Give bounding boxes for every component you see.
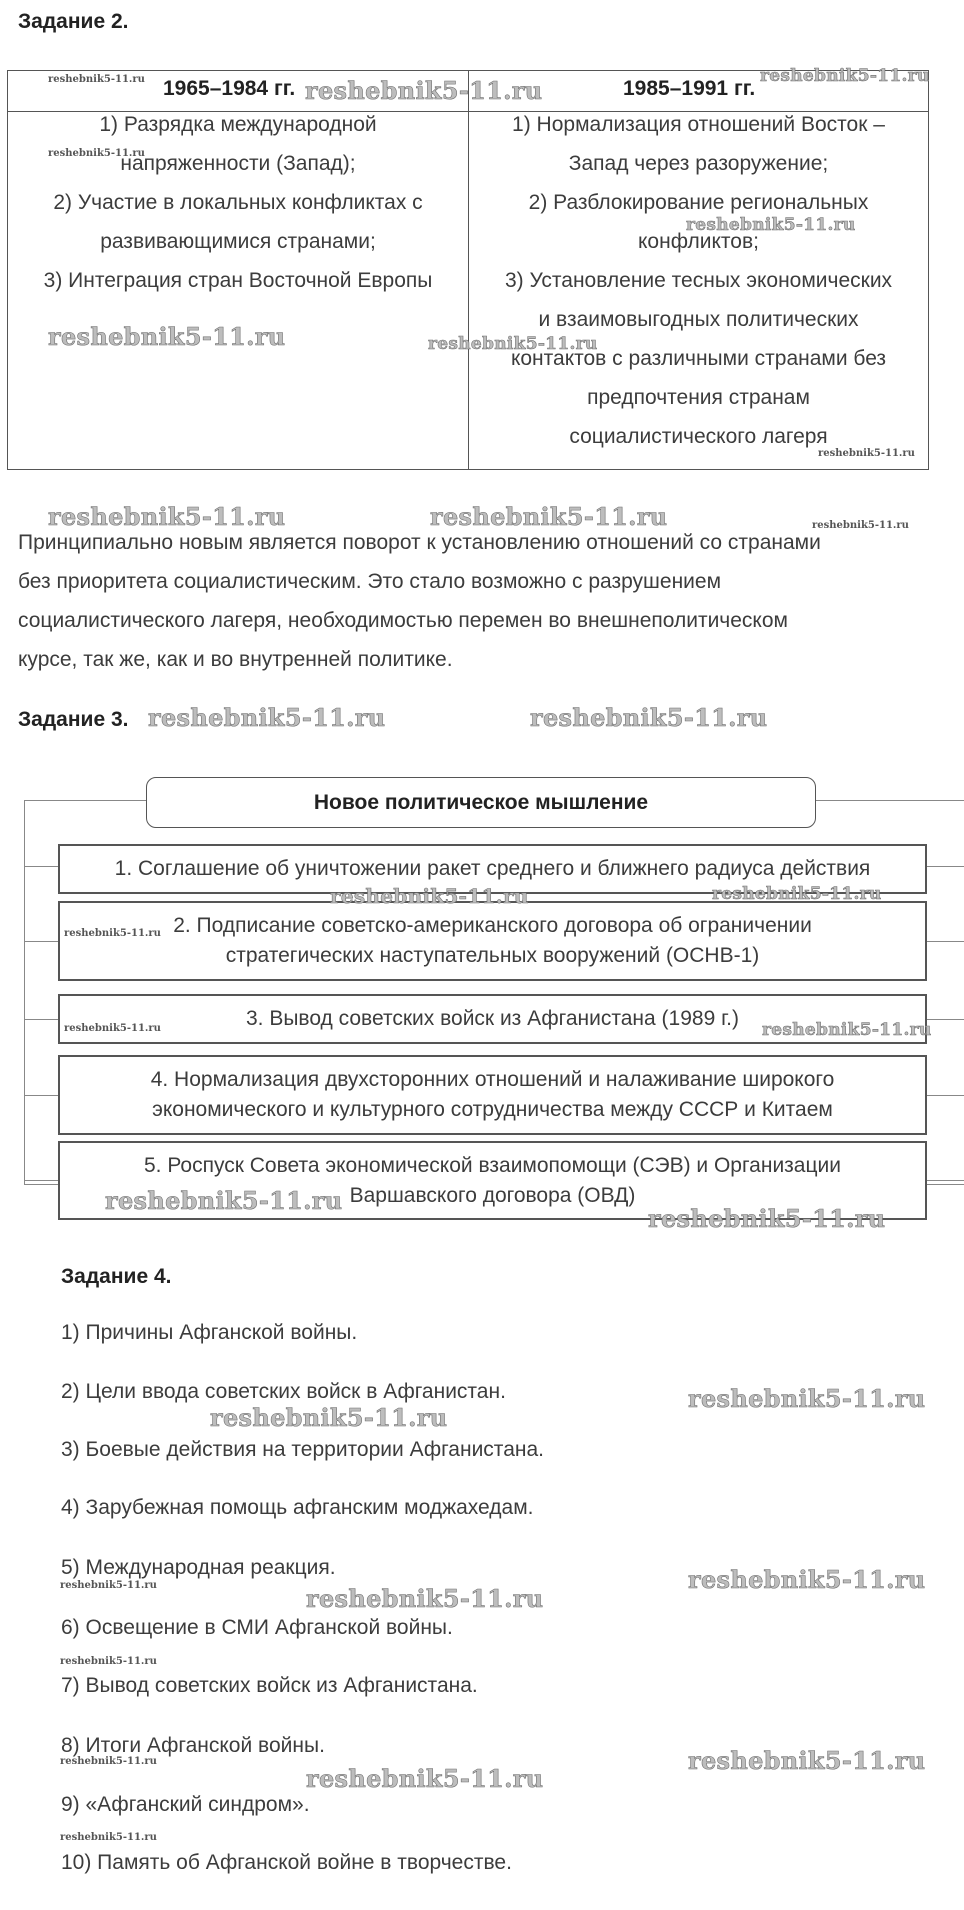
box-line: Варшавского договора (ОВД): [349, 1183, 636, 1207]
watermark: reshebnik5-11.ru: [306, 1764, 544, 1793]
col1-content: [8, 105, 468, 300]
task4-item: 9) «Афганский синдром».: [61, 1793, 310, 1816]
col1-line: 2) Участие в локальных конфликтах с: [53, 191, 423, 214]
task4-item: 10) Память об Афганской войне в творчестве.: [61, 1851, 512, 1874]
col2-line: 2) Разблокирование региональных: [528, 191, 869, 214]
col2-line: и взаимовыгодных политических: [538, 308, 859, 331]
connector-line: [927, 1180, 964, 1181]
box-line: 1. Соглашение об уничтожении ракет среднего и ближнего радиуса действия: [114, 857, 871, 880]
connector-line: [24, 866, 58, 867]
watermark: reshebnik5-11.ru: [530, 703, 768, 732]
task2-table: [7, 70, 929, 470]
watermark: reshebnik5-11.ru: [760, 66, 930, 86]
watermark: reshebnik5-11.ru: [428, 334, 598, 354]
task4-item: 7) Вывод советских войск из Афганистана.: [61, 1674, 478, 1697]
col2-content: [469, 105, 928, 456]
connector-line: [927, 866, 964, 867]
connector-line: [24, 1180, 58, 1181]
col2-header: 1985–1991 гг.: [623, 77, 756, 100]
col2-line: контактов с различными странами без: [510, 347, 887, 370]
col2-line: социалистического лагеря: [569, 425, 828, 448]
col1-header: 1965–1984 гг.: [163, 77, 296, 100]
watermark: reshebnik5-11.ru: [688, 1565, 926, 1594]
col2-line: предпочтения странам: [587, 386, 810, 409]
watermark: reshebnik5-11.ru: [148, 703, 386, 732]
diagram-box-2: [58, 901, 927, 981]
col1-line: напряженности (Запад);: [120, 152, 356, 175]
watermark: reshebnik5-11.ru: [60, 1580, 157, 1591]
box-line: 5. Роспуск Совета экономической взаимопомощи (СЭВ) и Организации: [144, 1153, 841, 1177]
col2-line: Запад через разоружение;: [568, 152, 829, 175]
paragraph-line: социалистического лагеря, необходимостью перемен во внешнеполитическом: [18, 609, 788, 632]
watermark: reshebnik5-11.ru: [818, 448, 915, 459]
task4-item: 4) Зарубежная помощь афганским моджахедам.: [61, 1496, 534, 1519]
connector-line: [24, 1019, 58, 1020]
paragraph-line: курсе, так же, как и во внутренней политике.: [18, 648, 453, 671]
task4-heading: Задание 4.: [61, 1265, 172, 1288]
watermark: reshebnik5-11.ru: [330, 884, 529, 908]
watermark: reshebnik5-11.ru: [48, 502, 286, 531]
col1-line: 3) Интеграция стран Восточной Европы: [43, 269, 433, 292]
watermark: reshebnik5-11.ru: [430, 502, 668, 531]
diagram-title-box: [146, 777, 816, 828]
paragraph-line: Принципиально новым является поворот к установлению отношений со странами: [18, 531, 821, 554]
connector-line: [927, 1095, 964, 1096]
diagram-title: Новое политическое мышление: [313, 790, 649, 814]
col2-line: 3) Установление тесных экономических: [504, 269, 893, 292]
task4-item: 2) Цели ввода советских войск в Афганистан.: [61, 1380, 506, 1403]
watermark: reshebnik5-11.ru: [648, 1204, 886, 1233]
box-line: 3. Вывод советских войск из Афганистана (1989 г.): [245, 1007, 740, 1030]
watermark: reshebnik5-11.ru: [64, 928, 161, 939]
watermark: reshebnik5-11.ru: [48, 148, 145, 159]
watermark: reshebnik5-11.ru: [48, 74, 145, 85]
task4-item: 8) Итоги Афганской войны.: [61, 1734, 325, 1757]
task4-item: 3) Боевые действия на территории Афганистана.: [61, 1438, 544, 1461]
watermark: reshebnik5-11.ru: [812, 520, 909, 531]
box-line: 2. Подписание советско-американского договора об ограничении: [173, 914, 812, 937]
box-line: экономического и культурного сотрудничества между СССР и Китаем: [152, 1098, 833, 1121]
col1-line: 1) Разрядка международной: [99, 113, 377, 136]
watermark: reshebnik5-11.ru: [306, 1584, 544, 1613]
watermark: reshebnik5-11.ru: [688, 1384, 926, 1413]
watermark: reshebnik5-11.ru: [60, 1656, 157, 1667]
paragraph-line: без приоритета социалистическим. Это стало возможно с разрушением: [18, 570, 722, 593]
task2-heading: Задание 2.: [18, 10, 129, 33]
task4-item: 1) Причины Афганской войны.: [61, 1321, 358, 1344]
col2-line: 1) Нормализация отношений Восток –: [512, 113, 885, 136]
diagram-box-4: [58, 1055, 927, 1135]
watermark: reshebnik5-11.ru: [210, 1403, 448, 1432]
watermark: reshebnik5-11.ru: [712, 884, 882, 904]
watermark: reshebnik5-11.ru: [305, 76, 543, 105]
connector-line: [24, 941, 58, 942]
watermark: reshebnik5-11.ru: [686, 215, 856, 235]
watermark: reshebnik5-11.ru: [60, 1832, 157, 1843]
task2-paragraph: [18, 523, 948, 679]
watermark: reshebnik5-11.ru: [64, 1023, 161, 1034]
col2-line: конфликтов;: [638, 230, 759, 253]
task4-item: 5) Международная реакция.: [61, 1556, 336, 1579]
watermark: reshebnik5-11.ru: [762, 1020, 932, 1040]
connector-line: [927, 1019, 964, 1020]
watermark: reshebnik5-11.ru: [688, 1746, 926, 1775]
task4-item: 6) Освещение в СМИ Афганской войны.: [61, 1616, 453, 1639]
connector-line: [24, 1095, 58, 1096]
watermark: reshebnik5-11.ru: [105, 1186, 343, 1215]
box-line: 4. Нормализация двухсторонних отношений и налаживание широкого: [150, 1068, 835, 1091]
box-line: стратегических наступательных вооружений (ОСНВ-1): [225, 944, 760, 967]
watermark: reshebnik5-11.ru: [60, 1756, 157, 1767]
task3-heading: Задание 3.: [18, 708, 129, 731]
col1-line: развивающимися странами;: [100, 230, 376, 253]
watermark: reshebnik5-11.ru: [48, 322, 286, 351]
connector-line: [927, 941, 964, 942]
